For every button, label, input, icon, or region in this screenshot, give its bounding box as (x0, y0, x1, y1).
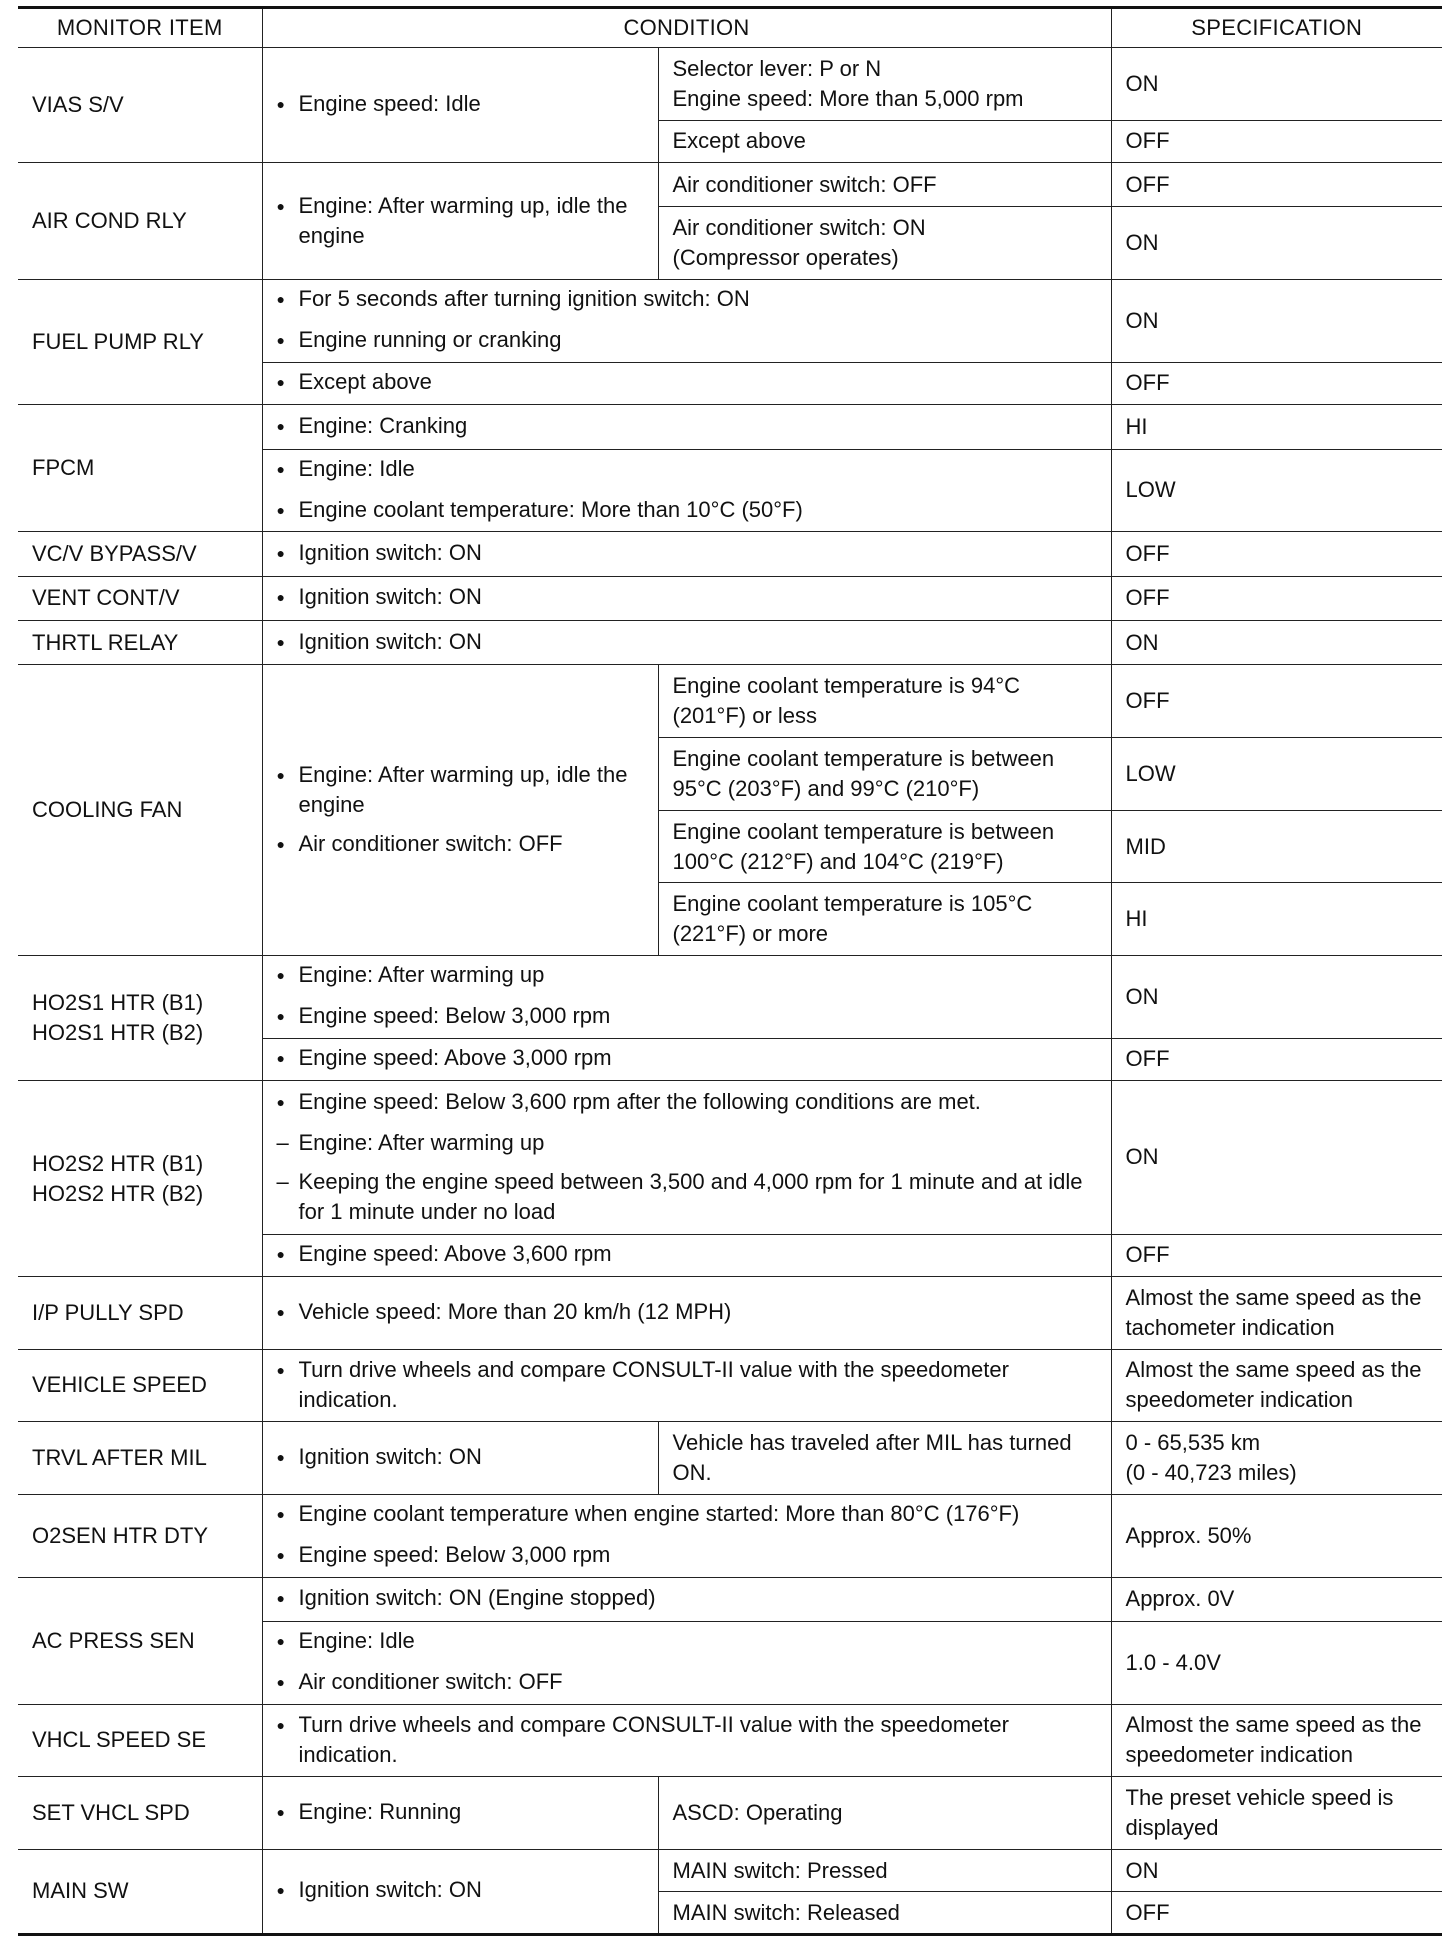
condition-cell: ● Engine: After warming up, idle the engine ● Air conditioner switch: OFF (262, 665, 658, 956)
monitor-item-cooling-fan: COOLING FAN (18, 665, 262, 956)
bullet-icon (277, 1087, 299, 1119)
condition-cell: ● Ignition switch: ON (262, 621, 1111, 665)
bullet-icon (277, 1442, 299, 1474)
bullet-icon (277, 191, 299, 223)
table-row (18, 621, 1442, 665)
table-row (18, 956, 1442, 1039)
condition-cell: ● Engine: Idle ● Air conditioner switch: OFF (262, 1621, 1111, 1704)
table-row (18, 576, 1442, 620)
condition-cell: ● Engine: Running (262, 1777, 658, 1850)
bullet-icon (277, 538, 299, 570)
table-row (18, 1494, 1442, 1577)
monitor-item-vcv-bypass: VC/V BYPASS/V (18, 532, 262, 576)
table-row (18, 1777, 1442, 1850)
condition-cell: ● Engine speed: Below 3,600 rpm after the following conditions are met. – Engine: After warming up – Keeping the engine speed between 3,500 and 4,000 rpm for 1 minute and at idle for 1 minute under no load (262, 1081, 1111, 1234)
specification-cell: LOW (1111, 449, 1442, 532)
monitor-item-fuel-pump-rly: FUEL PUMP RLY (18, 280, 262, 405)
bullet-icon (277, 325, 299, 357)
specification-cell: OFF (1111, 665, 1442, 738)
bullet-icon (277, 960, 299, 992)
bullet-icon (277, 1710, 299, 1742)
table-row (18, 1849, 1442, 1891)
condition-cell: ● For 5 seconds after turning ignition switch: ON ● Engine running or cranking (262, 280, 1111, 363)
bullet-icon (277, 582, 299, 614)
table-row (18, 665, 1442, 738)
table-row (18, 1704, 1442, 1777)
bullet-icon (277, 1355, 299, 1387)
condition-cell: ● Engine speed: Above 3,600 rpm (262, 1234, 1111, 1276)
specification-cell: OFF (1111, 163, 1442, 207)
bullet-icon (277, 1540, 299, 1572)
bullet-icon (277, 829, 299, 861)
specification-cell: OFF (1111, 362, 1442, 404)
condition-cell: ● Ignition switch: ON (262, 1849, 658, 1934)
specification-cell: OFF (1111, 532, 1442, 576)
table-row (18, 1422, 1442, 1495)
specification-cell: HI (1111, 883, 1442, 956)
specification-cell: ON (1111, 956, 1442, 1039)
monitor-item-set-vhcl-spd: SET VHCL SPD (18, 1777, 262, 1850)
sub-condition-cell: Air conditioner switch: OFF (658, 163, 1111, 207)
bullet-icon (277, 1797, 299, 1829)
dash-icon (277, 1128, 299, 1158)
condition-cell: ● Ignition switch: ON (262, 532, 1111, 576)
bullet-icon (277, 454, 299, 486)
table-row (18, 163, 1442, 207)
specification-cell: ON (1111, 280, 1442, 363)
condition-cell: ● Turn drive wheels and compare CONSULT-II value with the speedometer indication. (262, 1349, 1111, 1422)
specification-cell: OFF (1111, 120, 1442, 162)
specification-cell: OFF (1111, 576, 1442, 620)
sub-condition-cell: Engine coolant temperature is between 95°C (203°F) and 99°C (210°F) (658, 738, 1111, 811)
sub-condition-cell: MAIN switch: Released (658, 1892, 1111, 1935)
specification-cell: ON (1111, 207, 1442, 280)
sub-condition-cell: Selector lever: P or N Engine speed: More than 5,000 rpm (658, 48, 1111, 121)
monitor-spec-table (18, 6, 1442, 1936)
bullet-icon (277, 627, 299, 659)
specification-cell: MID (1111, 810, 1442, 883)
table-row (18, 280, 1442, 363)
monitor-item-trvl-after-mil: TRVL AFTER MIL (18, 1422, 262, 1495)
condition-cell: ● Engine: Idle ● Engine coolant temperature: More than 10°C (50°F) (262, 449, 1111, 532)
specification-cell: OFF (1111, 1234, 1442, 1276)
condition-cell: ● Except above (262, 362, 1111, 404)
specification-cell: The preset vehicle speed is displayed (1111, 1777, 1442, 1850)
monitor-item-ho2s2-htr: HO2S2 HTR (B1) HO2S2 HTR (B2) (18, 1081, 262, 1277)
monitor-item-air-cond-rly: AIR COND RLY (18, 163, 262, 280)
specification-cell: Approx. 50% (1111, 1494, 1442, 1577)
condition-cell: ● Ignition switch: ON (Engine stopped) (262, 1577, 1111, 1621)
specification-cell: ON (1111, 48, 1442, 121)
monitor-item-ho2s1-htr: HO2S1 HTR (B1) HO2S1 HTR (B2) (18, 956, 262, 1081)
specification-cell: LOW (1111, 738, 1442, 811)
bullet-icon (277, 367, 299, 399)
bullet-icon (277, 1626, 299, 1658)
table-row (18, 1577, 1442, 1621)
specification-cell: HI (1111, 405, 1442, 449)
condition-cell: ● Engine speed: Idle (262, 48, 658, 163)
monitor-item-ac-press-sen: AC PRESS SEN (18, 1577, 262, 1704)
condition-cell: ● Engine: After warming up ● Engine speed: Below 3,000 rpm (262, 956, 1111, 1039)
table-row (18, 405, 1442, 449)
specification-cell: ON (1111, 1849, 1442, 1891)
bullet-icon (277, 1499, 299, 1531)
specification-cell: Almost the same speed as the speedometer indication (1111, 1704, 1442, 1777)
bullet-icon (277, 1043, 299, 1075)
table-row (18, 532, 1442, 576)
condition-cell: ● Engine: After warming up, idle the engine (262, 163, 658, 280)
bullet-icon (277, 1583, 299, 1615)
monitor-item-thrtl-relay: THRTL RELAY (18, 621, 262, 665)
specification-cell: OFF (1111, 1038, 1442, 1080)
specification-cell: OFF (1111, 1892, 1442, 1935)
monitor-item-vehicle-speed: VEHICLE SPEED (18, 1349, 262, 1422)
condition-cell: ● Vehicle speed: More than 20 km/h (12 MPH) (262, 1276, 1111, 1349)
monitor-item-vent-cont: VENT CONT/V (18, 576, 262, 620)
monitor-item-vias: VIAS S/V (18, 48, 262, 163)
bullet-icon (277, 411, 299, 443)
specification-cell: 1.0 - 4.0V (1111, 1621, 1442, 1704)
specification-cell: ON (1111, 1081, 1442, 1234)
monitor-item-vhcl-speed-se: VHCL SPEED SE (18, 1704, 262, 1777)
condition-cell: ● Ignition switch: ON (262, 576, 1111, 620)
table-row (18, 48, 1442, 121)
specification-cell: Almost the same speed as the speedometer indication (1111, 1349, 1442, 1422)
bullet-icon (277, 1875, 299, 1907)
bullet-icon (277, 1667, 299, 1699)
table-row (18, 1276, 1442, 1349)
table-row (18, 1081, 1442, 1234)
sub-condition-cell: ASCD: Operating (658, 1777, 1111, 1850)
table-row (18, 1349, 1442, 1422)
specification-cell: 0 - 65,535 km (0 - 40,723 miles) (1111, 1422, 1442, 1495)
condition-cell: ● Engine speed: Above 3,000 rpm (262, 1038, 1111, 1080)
monitor-item-ip-pully-spd: I/P PULLY SPD (18, 1276, 262, 1349)
header-monitor-item: MONITOR ITEM (18, 8, 262, 48)
monitor-item-o2sen-htr-dty: O2SEN HTR DTY (18, 1494, 262, 1577)
sub-condition-cell: MAIN switch: Pressed (658, 1849, 1111, 1891)
monitor-item-fpcm: FPCM (18, 405, 262, 532)
bullet-icon (277, 1239, 299, 1271)
header-specification: SPECIFICATION (1111, 8, 1442, 48)
bullet-icon (277, 1297, 299, 1329)
condition-cell: ● Engine: Cranking (262, 405, 1111, 449)
dash-icon (277, 1167, 299, 1197)
bullet-icon (277, 495, 299, 527)
condition-cell: ● Ignition switch: ON (262, 1422, 658, 1495)
specification-cell: ON (1111, 621, 1442, 665)
sub-condition-cell: Engine coolant temperature is between 100°C (212°F) and 104°C (219°F) (658, 810, 1111, 883)
sub-condition-cell: Except above (658, 120, 1111, 162)
bullet-icon (277, 760, 299, 792)
condition-cell: ● Engine coolant temperature when engine started: More than 80°C (176°F) ● Engine speed: Below 3,000 rpm (262, 1494, 1111, 1577)
sub-condition-cell: Engine coolant temperature is 94°C (201°F) or less (658, 665, 1111, 738)
sub-condition-cell: Engine coolant temperature is 105°C (221°F) or more (658, 883, 1111, 956)
condition-cell: ● Turn drive wheels and compare CONSULT-II value with the speedometer indication. (262, 1704, 1111, 1777)
bullet-icon (277, 1001, 299, 1033)
header-row (18, 8, 1442, 48)
sub-condition-cell: Air conditioner switch: ON (Compressor operates) (658, 207, 1111, 280)
specification-cell: Almost the same speed as the tachometer indication (1111, 1276, 1442, 1349)
bullet-icon (277, 89, 299, 121)
header-condition: CONDITION (262, 8, 1111, 48)
monitor-item-main-sw: MAIN SW (18, 1849, 262, 1934)
specification-cell: Approx. 0V (1111, 1577, 1442, 1621)
sub-condition-cell: Vehicle has traveled after MIL has turned ON. (658, 1422, 1111, 1495)
bullet-icon (277, 284, 299, 316)
